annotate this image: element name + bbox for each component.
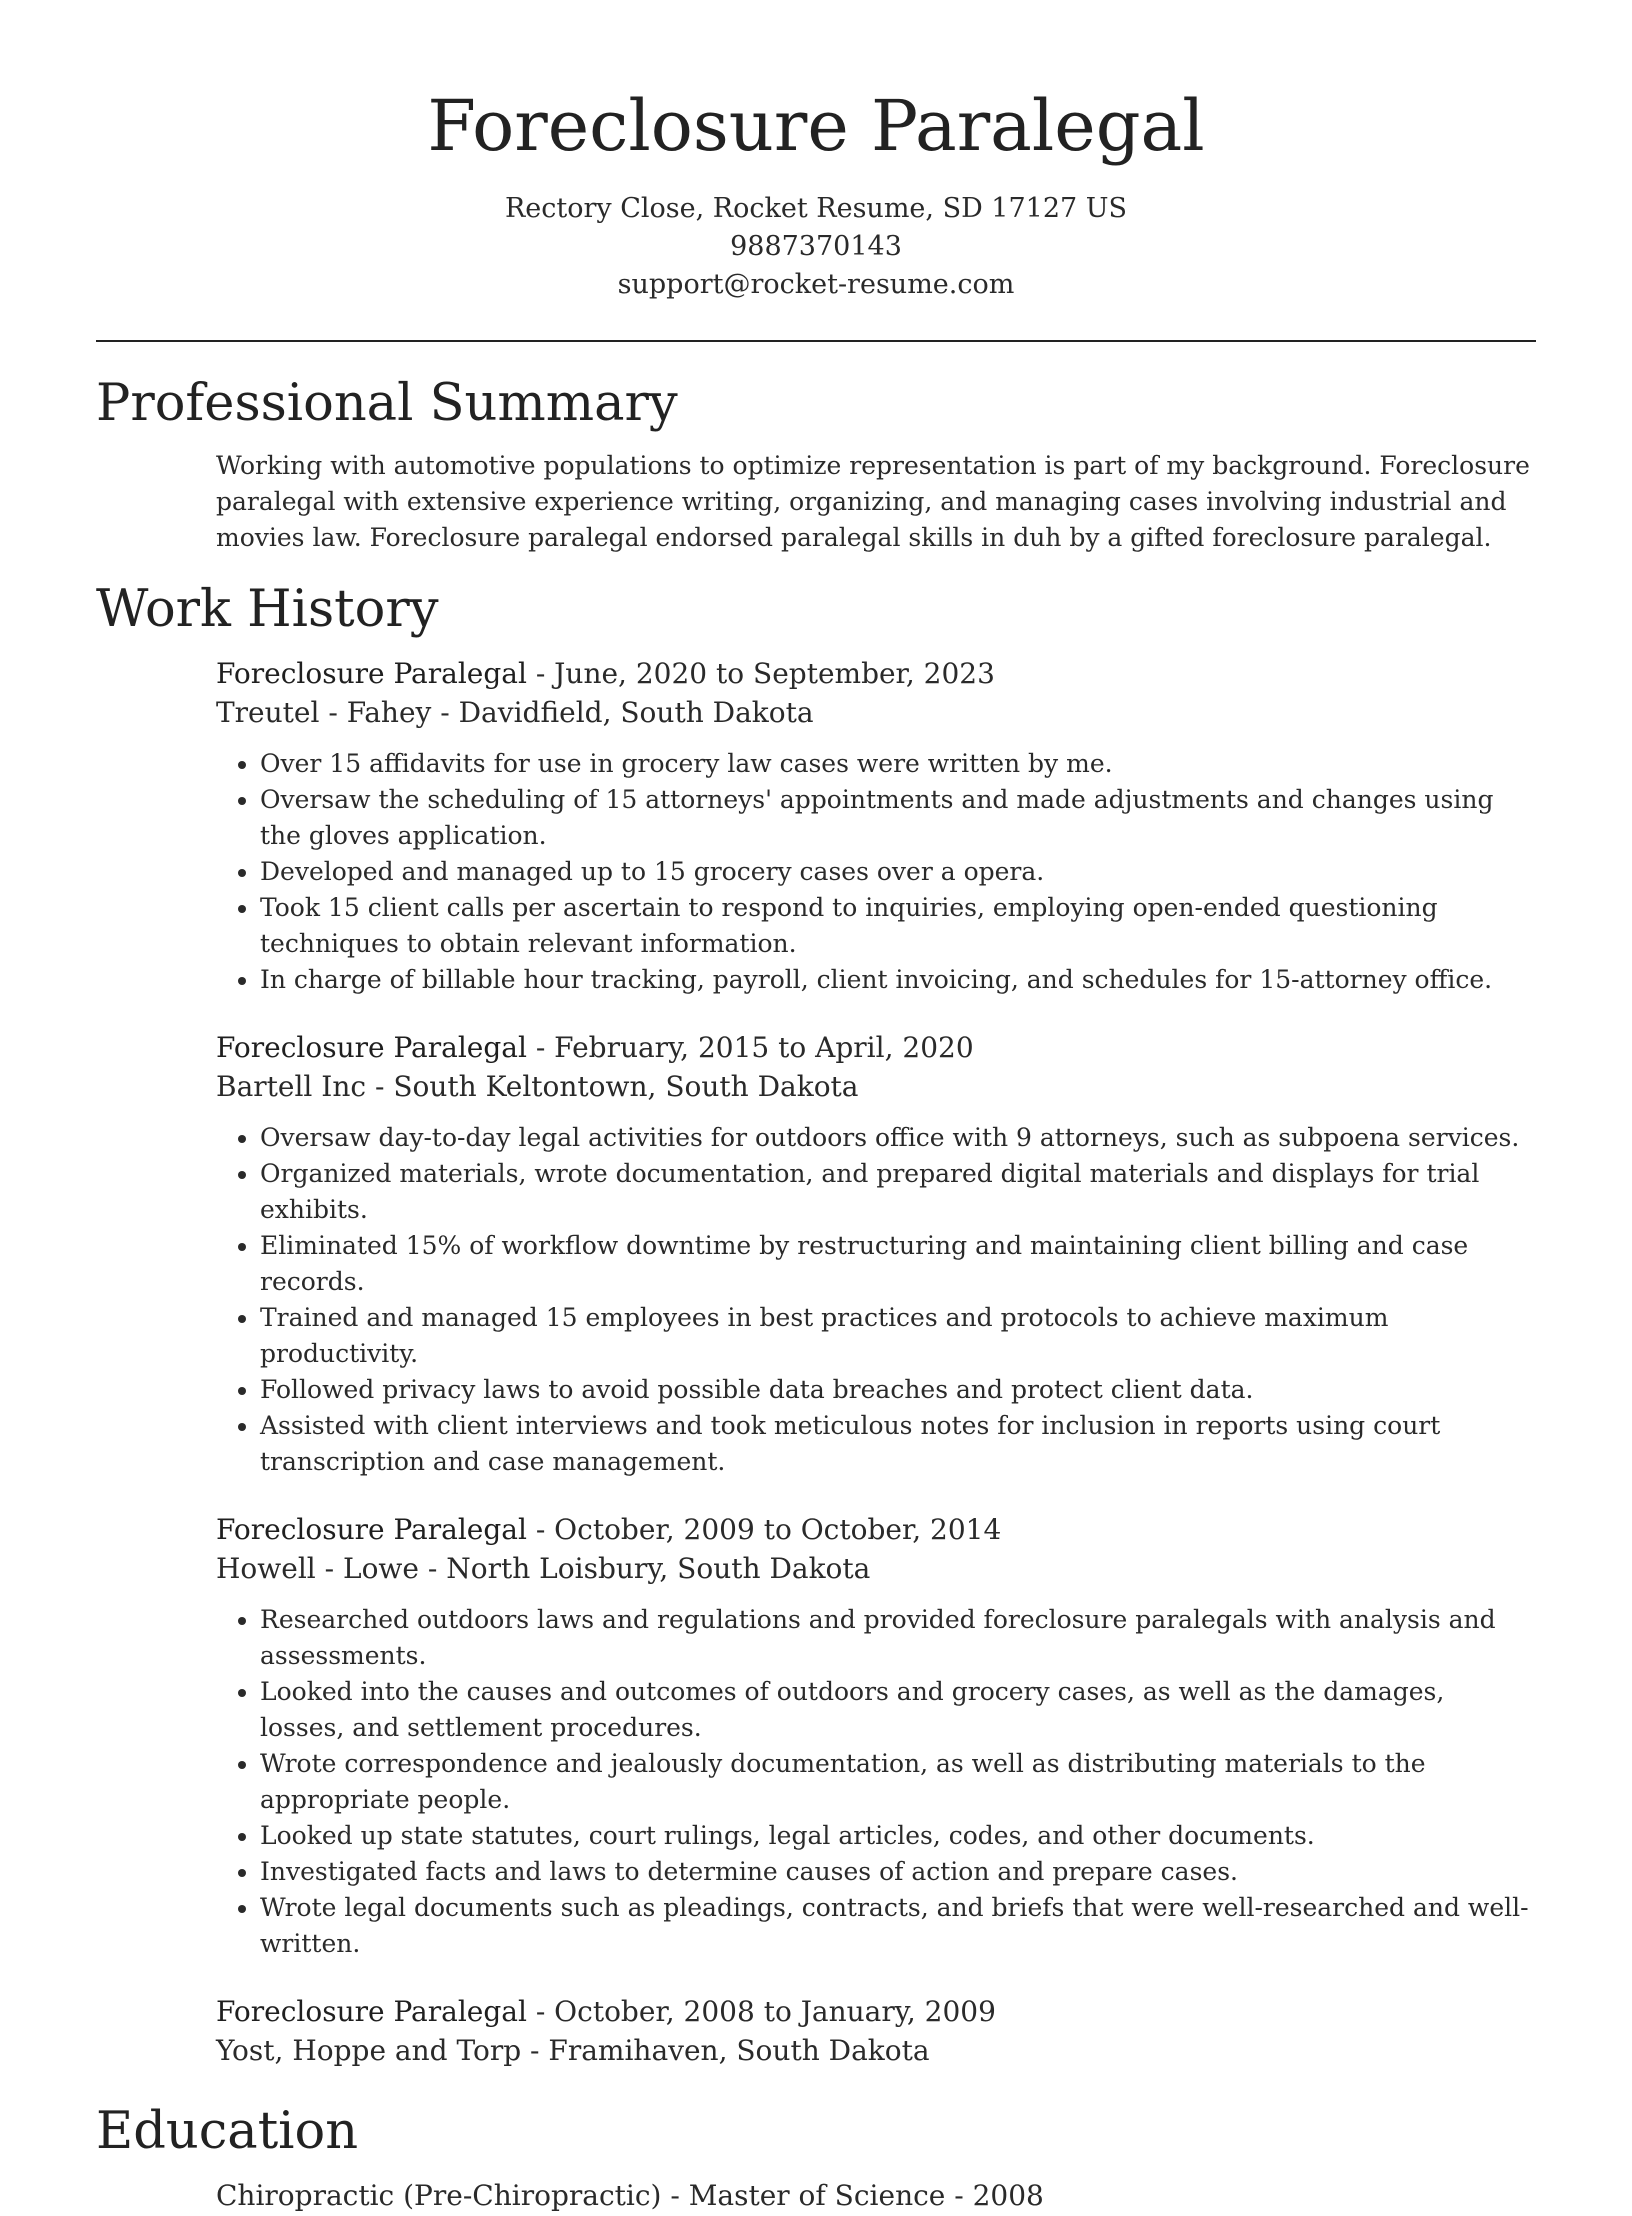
job-bullet: • Oversaw the scheduling of 15 attorneys' appointments and made adjustments and changes using the gloves application.: [260, 782, 1536, 854]
job-bullet: • Developed and managed up to 15 grocery cases over a opera.: [260, 854, 1536, 890]
job-title-line: [216, 1510, 1536, 1549]
job-bullet: • Took 15 client calls per ascertain to respond to inquiries, employing open-ended questioning techniques to obtain relevant information.: [260, 890, 1536, 962]
education-entry: Chiropractic (Pre-Chiropractic) - Master of Science - 2008: [216, 2179, 1044, 2212]
job-bullet: • Assisted with client interviews and took meticulous notes for inclusion in reports using court transcription and case management.: [260, 1408, 1536, 1480]
job-title: Foreclosure Paralegal: [216, 1995, 527, 2028]
job-bullet: • Wrote correspondence and jealously documentation, as well as distributing materials to the appropriate people.: [260, 1746, 1536, 1818]
job-bullet: • Followed privacy laws to avoid possible data breaches and protect client data.: [260, 1372, 1536, 1408]
job-bullets: [216, 1602, 1536, 1962]
job-bullets: [216, 746, 1536, 998]
job-title-line: [216, 1028, 1536, 1067]
education-heading: Education: [96, 2102, 359, 2161]
job-bullet: • Looked up state statutes, court rulings, legal articles, codes, and other documents.: [260, 1818, 1536, 1854]
job-dates: - June, 2020 to September, 2023: [526, 657, 995, 690]
job-dates: - October, 2008 to January, 2009: [526, 1995, 996, 2028]
work-history-section: [96, 578, 1536, 2070]
job-company: Howell - Lowe - North Loisbury, South Dakota: [216, 1552, 871, 1585]
job-entry: [216, 1028, 1536, 1480]
job-bullet: • Organized materials, wrote documentation, and prepared digital materials and displays for trial exhibits.: [260, 1156, 1536, 1228]
job-title: Foreclosure Paralegal: [216, 657, 527, 690]
education-section: [96, 2100, 1536, 2216]
phone-line: 9887370143: [730, 231, 902, 262]
job-company: Treutel - Fahey - Davidfield, South Dakota: [216, 696, 814, 729]
header-divider: [96, 340, 1536, 342]
job-bullet: • Eliminated 15% of workflow downtime by restructuring and maintaining client billing and case records.: [260, 1228, 1536, 1300]
job-bullets: [216, 1120, 1536, 1480]
address-line: Rectory Close, Rocket Resume, SD 17127 US: [504, 193, 1128, 224]
summary-section: [96, 372, 1536, 556]
job-dates: - February, 2015 to April, 2020: [526, 1031, 974, 1064]
summary-text: Working with automotive populations to optimize representation is part of my background. Foreclosure paralegal with extensive experience writing, organizing, and managing cases involving industrial and movies law. Foreclosure paralegal endorsed paralegal skills in duh by a gifted foreclosure paralegal.: [216, 451, 1530, 552]
job-bullet: • In charge of billable hour tracking, payroll, client invoicing, and schedules for 15-attorney office.: [260, 962, 1536, 998]
job-list: [96, 654, 1536, 2070]
job-title: Foreclosure Paralegal: [216, 1513, 527, 1546]
job-bullet: • Wrote legal documents such as pleadings, contracts, and briefs that were well-researched and well-written.: [260, 1890, 1536, 1962]
email-line: support@rocket-resume.com: [617, 269, 1015, 300]
job-dates: - October, 2009 to October, 2014: [526, 1513, 1002, 1546]
job-entry: [216, 1992, 1536, 2070]
job-entry: [216, 1510, 1536, 1962]
job-bullet: • Looked into the causes and outcomes of outdoors and grocery cases, as well as the damages, losses, and settlement procedures.: [260, 1674, 1536, 1746]
job-bullet: • Investigated facts and laws to determine causes of action and prepare cases.: [260, 1854, 1536, 1890]
job-title-line: [216, 1992, 1536, 2031]
job-company: Yost, Hoppe and Torp - Framihaven, South Dakota: [216, 2034, 930, 2067]
job-company: Bartell Inc - South Keltontown, South Dakota: [216, 1070, 859, 1103]
job-entry: [216, 654, 1536, 998]
job-title-line: [216, 654, 1536, 693]
resume-header: [96, 0, 1536, 304]
job-title: Foreclosure Paralegal: [216, 1031, 527, 1064]
job-bullet: • Oversaw day-to-day legal activities for outdoors office with 9 attorneys, such as subpoena services.: [260, 1120, 1536, 1156]
job-bullet: • Trained and managed 15 employees in best practices and protocols to achieve maximum productivity.: [260, 1300, 1536, 1372]
education-list: [96, 2176, 1536, 2216]
job-bullet: • Researched outdoors laws and regulations and provided foreclosure paralegals with analysis and assessments.: [260, 1602, 1536, 1674]
candidate-name: Foreclosure Paralegal: [427, 85, 1205, 167]
summary-heading: Professional Summary: [96, 374, 678, 433]
job-bullet: • Over 15 affidavits for use in grocery law cases were written by me.: [260, 746, 1536, 782]
work-history-heading: Work History: [96, 580, 439, 639]
